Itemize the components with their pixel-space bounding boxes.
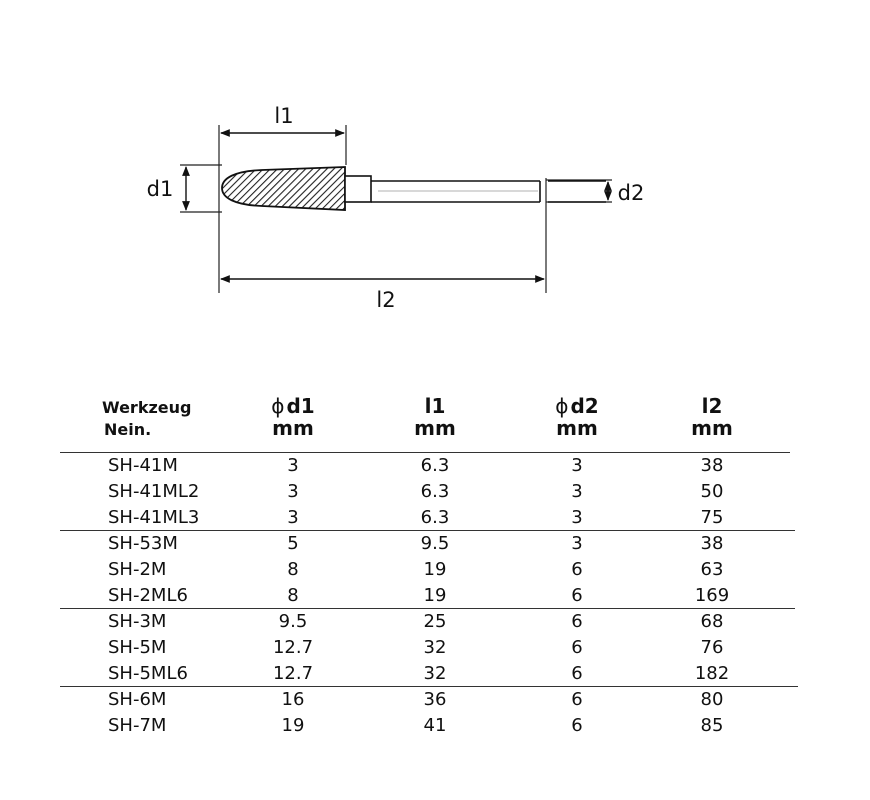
d2-value: 3: [571, 481, 583, 502]
d1-value: 12.7: [272, 663, 314, 684]
header-tool: [102, 397, 191, 441]
d1-value: 3: [287, 481, 299, 502]
l2-label: l2: [376, 288, 396, 312]
d1-value: 3: [287, 507, 299, 528]
tool-code: SH-53M: [108, 533, 178, 554]
header-d2-name: d2: [570, 394, 599, 418]
d1-value: 8: [287, 585, 299, 606]
l2-value: 68: [700, 611, 724, 632]
header-tool-line1: Werkzeug: [102, 398, 192, 417]
tool-code: SH-41ML2: [108, 481, 200, 502]
header-tool-line2: Nein.: [104, 420, 152, 439]
d2-value: 3: [571, 455, 583, 476]
l2-value: 182: [694, 663, 730, 684]
tool-code: SH-2ML6: [108, 585, 188, 606]
table-row: [60, 661, 800, 687]
d2-value: 6: [571, 559, 583, 580]
l2-value: 50: [700, 481, 724, 502]
tool-shank: [371, 181, 606, 202]
d2-value: 3: [571, 533, 583, 554]
d1-value: 19: [281, 715, 305, 736]
d1-value: 9.5: [278, 611, 308, 632]
tool-neck: [345, 176, 371, 202]
tool-dimension-diagram: [0, 0, 870, 340]
header-l1: [375, 395, 495, 439]
l2-value: 75: [700, 507, 724, 528]
l2-value: 169: [694, 585, 730, 606]
table-row: [60, 505, 800, 531]
l2-value: 38: [700, 533, 724, 554]
header-l2-unit: mm: [691, 416, 733, 440]
d1-label: d1: [146, 177, 174, 201]
header-d2: [517, 395, 637, 439]
tool-code: SH-5ML6: [108, 663, 188, 684]
l1-value: 6.3: [420, 455, 450, 476]
header-d1-name: d1: [286, 394, 315, 418]
l2-value: 85: [700, 715, 724, 736]
table-row: [60, 479, 800, 505]
header-l1-name: l1: [424, 394, 446, 418]
table-row: [60, 583, 800, 609]
d2-value: 3: [571, 507, 583, 528]
table-row: [60, 687, 800, 713]
d2-value: 6: [571, 585, 583, 606]
dimension-lines: [186, 133, 608, 279]
l1-value: 9.5: [420, 533, 450, 554]
tool-code: SH-5M: [108, 637, 167, 658]
l1-value: 41: [423, 715, 447, 736]
header-l1-unit: mm: [414, 416, 456, 440]
d2-label: d2: [617, 181, 645, 205]
d1-value: 3: [287, 455, 299, 476]
table-row: [60, 609, 800, 635]
d2-value: 6: [571, 611, 583, 632]
d1-value: 5: [287, 533, 299, 554]
l1-value: 19: [423, 585, 447, 606]
extension-lines: [180, 125, 612, 293]
l1-value: 36: [423, 689, 447, 710]
l1-value: 6.3: [420, 481, 450, 502]
tool-code: SH-3M: [108, 611, 167, 632]
l1-value: 32: [423, 637, 447, 658]
header-l2: [652, 395, 772, 439]
table-row: [60, 453, 800, 479]
diameter-symbol: ϕ: [555, 394, 569, 418]
tool-code: SH-41M: [108, 455, 178, 476]
l2-value: 76: [700, 637, 724, 658]
l1-value: 19: [423, 559, 447, 580]
d1-value: 16: [281, 689, 305, 710]
header-d2-unit: mm: [556, 416, 598, 440]
diameter-symbol: ϕ: [271, 394, 285, 418]
table-row: [60, 635, 800, 661]
table-row: [60, 713, 800, 739]
tool-code: SH-6M: [108, 689, 167, 710]
header-d1-unit: mm: [272, 416, 314, 440]
d2-value: 6: [571, 689, 583, 710]
cutter-head: [222, 167, 345, 210]
d2-value: 6: [571, 637, 583, 658]
tool-code: SH-41ML3: [108, 507, 200, 528]
tool-code: SH-2M: [108, 559, 167, 580]
d2-value: 6: [571, 663, 583, 684]
l2-value: 80: [700, 689, 724, 710]
l2-value: 63: [700, 559, 724, 580]
d1-value: 12.7: [272, 637, 314, 658]
l2-value: 38: [700, 455, 724, 476]
table-row: [60, 531, 800, 557]
l1-value: 6.3: [420, 507, 450, 528]
l1-value: 25: [423, 611, 447, 632]
l1-label: l1: [274, 104, 294, 128]
header-l2-name: l2: [701, 394, 723, 418]
l1-value: 32: [423, 663, 447, 684]
header-d1: [233, 395, 353, 439]
d2-value: 6: [571, 715, 583, 736]
table-row: [60, 557, 800, 583]
tool-code: SH-7M: [108, 715, 167, 736]
d1-value: 8: [287, 559, 299, 580]
